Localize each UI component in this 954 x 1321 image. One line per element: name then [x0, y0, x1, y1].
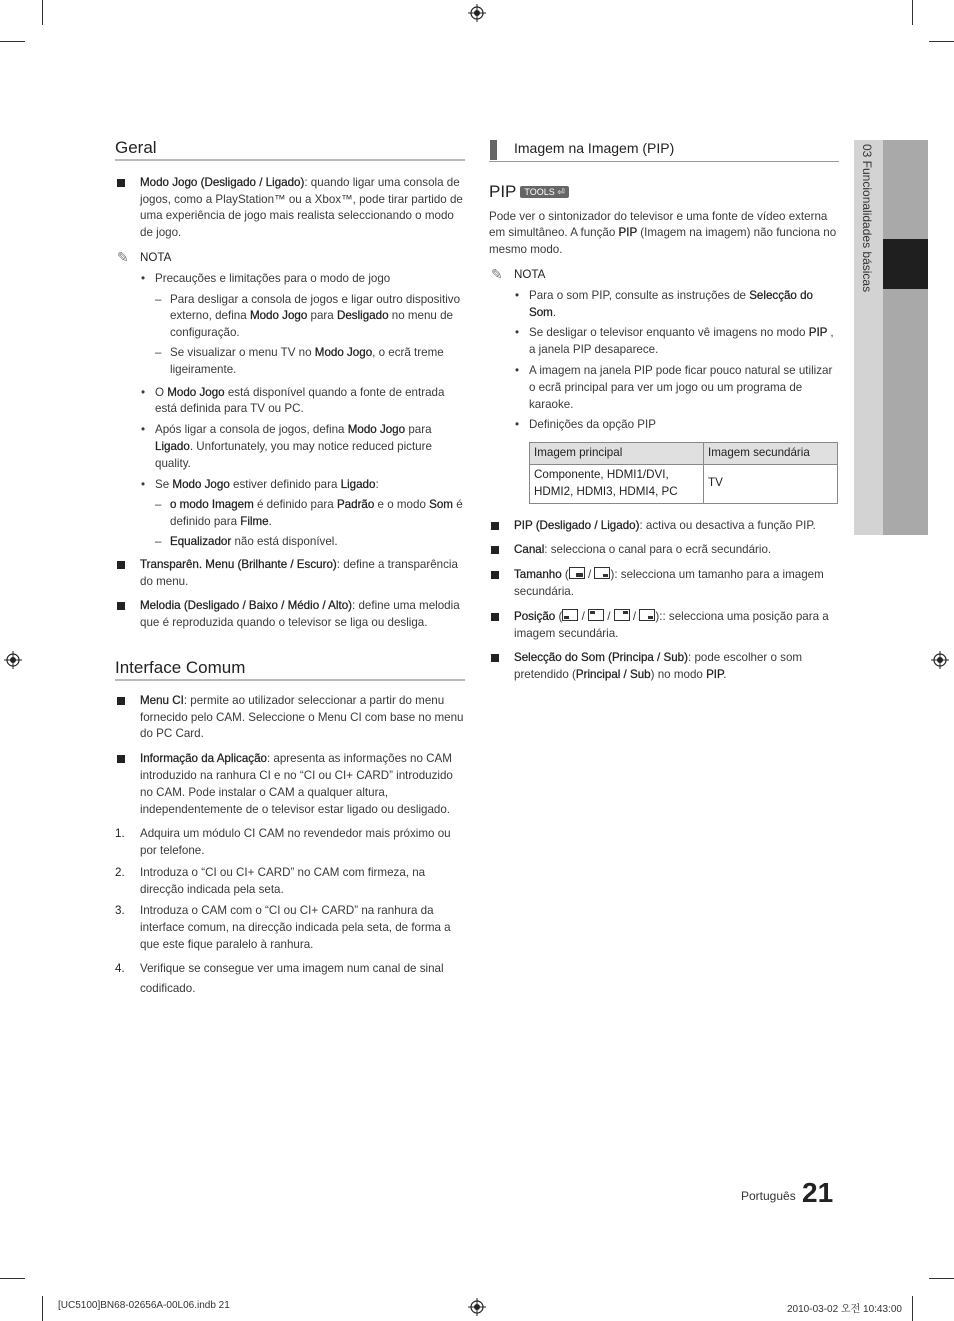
- note-bullet: • Para o som PIP, consulte as instruções de Selecção do Som.: [515, 288, 813, 319]
- crop-mark: [42, 1296, 43, 1321]
- note-subitem: – Equalizador não está disponível.: [115, 534, 465, 551]
- crop-mark: [912, 1296, 913, 1321]
- square-bullet-icon: [117, 179, 125, 187]
- square-bullet-icon: [491, 546, 499, 554]
- pencil-note-icon: ✎: [491, 265, 503, 282]
- numbered-step: 1. Adquira um módulo CI CAM no revendedor mais próximo ou por telefone.: [115, 827, 451, 858]
- bullet-icon: •: [141, 477, 146, 491]
- registration-mark-icon: [468, 1298, 486, 1316]
- list-item: Transparên. Menu (Brilhante / Escuro): define a transparência do menu.: [115, 557, 465, 591]
- section-heading-pip: Imagem na Imagem (PIP): [489, 140, 839, 162]
- table-header: Imagem principal: [530, 443, 704, 465]
- registration-mark-icon: [468, 4, 486, 22]
- pip-title: PIP TOOLS ⏎: [489, 184, 839, 201]
- registration-mark-icon: [4, 651, 22, 669]
- chapter-label: 03 Funcionalidades básicas: [860, 144, 874, 293]
- list-item: Selecção do Som (Principa / Sub): pode escolher o som pretendido (Principal / Sub) no modo PIP.: [489, 650, 839, 684]
- registration-mark-icon: [931, 651, 949, 669]
- note-subitem: – Para desligar a consola de jogos e ligar outro dispositivo externo, defina Modo Jogo para Desligado no menu de configuração.: [155, 292, 461, 340]
- bullet-icon: •: [515, 326, 520, 340]
- note-bullet: • Se desligar o televisor enquanto vê imagens no modo PIP , a janela PIP desaparece.: [515, 326, 834, 357]
- footer-language: Português: [741, 1189, 796, 1203]
- heading-bar: [490, 140, 497, 160]
- list-item: Canal: selecciona o canal para o ecrã secundário.: [489, 542, 839, 559]
- list-item: Tamanho ( / ): selecciona um tamanho para a imagem secundária.: [489, 567, 839, 601]
- dash-icon: –: [155, 292, 162, 306]
- note-subitem: – o modo Imagem é definido para Padrão e o modo Som é definido para Filme.: [155, 498, 463, 529]
- crop-mark: [42, 0, 43, 25]
- bullet-icon: •: [141, 385, 146, 399]
- left-column: [115, 140, 465, 1004]
- bullet-icon: •: [515, 288, 520, 302]
- table-row: [530, 464, 838, 503]
- numbered-step: 4. Verifique se consegue ver uma imagem num canal de sinal codificado.: [115, 961, 444, 995]
- section-heading-geral: Geral: [115, 140, 465, 161]
- note-header: ✎ NOTA: [117, 248, 172, 265]
- square-bullet-icon: [117, 697, 125, 705]
- size-large-icon: [569, 567, 585, 579]
- right-column: [489, 140, 839, 692]
- crop-mark: [0, 1278, 25, 1279]
- crop-mark: [929, 1278, 954, 1279]
- note-header: ✎ NOTA: [491, 265, 546, 282]
- position-top-right-icon: [614, 609, 630, 621]
- square-bullet-icon: [491, 654, 499, 662]
- print-slug-left: [UC5100]BN68-02656A-00L06.indb 21: [58, 1300, 230, 1311]
- pencil-note-icon: ✎: [117, 248, 129, 265]
- tools-badge: TOOLS ⏎: [520, 186, 568, 198]
- pip-intro: Pode ver o sintonizador do televisor e uma fonte de vídeo externa em simultâneo. A função PIP (Imagem na imagem) não funciona no mesmo modo.: [489, 209, 837, 257]
- position-top-left-icon: [588, 609, 604, 621]
- list-item: PIP (Desligado / Ligado): activa ou desactiva a função PIP.: [489, 518, 839, 535]
- note-bullet: • Após ligar a consola de jogos, defina Modo Jogo para Ligado. Unfortunately, you may notice reduced picture quality.: [141, 423, 432, 470]
- square-bullet-icon: [491, 613, 499, 621]
- square-bullet-icon: [117, 561, 125, 569]
- position-bottom-right-icon: [639, 609, 655, 621]
- list-item: Menu CI: permite ao utilizador seleccionar a partir do menu fornecido pelo CAM. Seleccione o Menu CI com base no menu do PC Card.: [115, 693, 465, 743]
- square-bullet-icon: [117, 755, 125, 763]
- square-bullet-icon: [491, 522, 499, 530]
- note-bullet: • O Modo Jogo está disponível quando a fonte de entrada está definida para TV ou PC.: [141, 385, 445, 416]
- bullet-icon: •: [141, 271, 146, 285]
- position-bottom-left-icon: [562, 609, 578, 621]
- note-subitem: – Se visualizar o menu TV no Modo Jogo, o ecrã treme ligeiramente.: [155, 345, 444, 376]
- table-cell: Componente, HDMI1/DVI, HDMI2, HDMI3, HDMI4, PC: [530, 464, 704, 503]
- crop-mark: [0, 41, 25, 42]
- tools-icon: ⏎: [557, 186, 565, 197]
- numbered-step: 3. Introduza o CAM com o “CI ou CI+ CARD” na ranhura da interface comum, na direcção indicada pela seta, de forma a que este fique paralelo à ranhura.: [115, 904, 451, 952]
- square-bullet-icon: [117, 602, 125, 610]
- list-item: Modo Jogo (Desligado / Ligado): quando ligar uma consola de jogos, como a PlayStation™ ou a Xbox™, pode tirar partido de uma experiência de jogo mais realista seleccionando o modo de jogo.: [115, 175, 465, 242]
- list-item: Posição ( / / / ):: selecciona uma posição para a imagem secundária.: [489, 609, 839, 643]
- bullet-icon: •: [141, 423, 146, 437]
- size-small-icon: [594, 567, 610, 579]
- print-slug-right: 2010-03-02 오전 10:43:00: [787, 1304, 902, 1315]
- dash-icon: –: [155, 534, 162, 548]
- dash-icon: –: [155, 498, 162, 512]
- section-heading-interface-comum: Interface Comum: [115, 660, 465, 681]
- pip-settings-table: [529, 442, 838, 503]
- table-header: Imagem secundária: [704, 443, 838, 465]
- note-bullet: • A imagem na janela PIP pode ficar pouco natural se utilizar o ecrã principal para ver um jogo ou um programa de karaoke.: [515, 363, 833, 411]
- crop-mark: [929, 41, 954, 42]
- square-bullet-icon: [491, 571, 499, 579]
- chapter-tab-strip: [883, 140, 928, 535]
- table-cell: TV: [704, 464, 838, 503]
- bullet-icon: •: [515, 363, 520, 377]
- dash-icon: –: [155, 345, 162, 359]
- crop-mark: [912, 0, 913, 25]
- page-number: 21: [802, 1177, 834, 1208]
- chapter-tab-marker: [883, 239, 928, 289]
- bullet-icon: •: [515, 418, 520, 432]
- list-item: Melodia (Desligado / Baixo / Médio / Alto): define uma melodia que é reproduzida quando o televisor se liga ou desliga.: [115, 598, 465, 632]
- list-item: Informação da Aplicação: apresenta as informações no CAM introduzido na ranhura CI e no “CI ou CI+ CARD” introduzido no CAM. Pode instalar o CAM a qualquer altura, independentemente de o televisor estar ligado ou desligado.: [115, 751, 465, 818]
- numbered-step: 2. Introduza o “CI ou CI+ CARD” no CAM com firmeza, na direcção indicada pela seta.: [115, 865, 426, 896]
- table-header-row: [530, 443, 838, 465]
- note-bullet: • Definições da opção PIP: [489, 417, 839, 434]
- note-bullet: • Precauções e limitações para o modo de jogo: [115, 271, 465, 288]
- note-bullet: • Se Modo Jogo estiver definido para Ligado:: [115, 477, 465, 494]
